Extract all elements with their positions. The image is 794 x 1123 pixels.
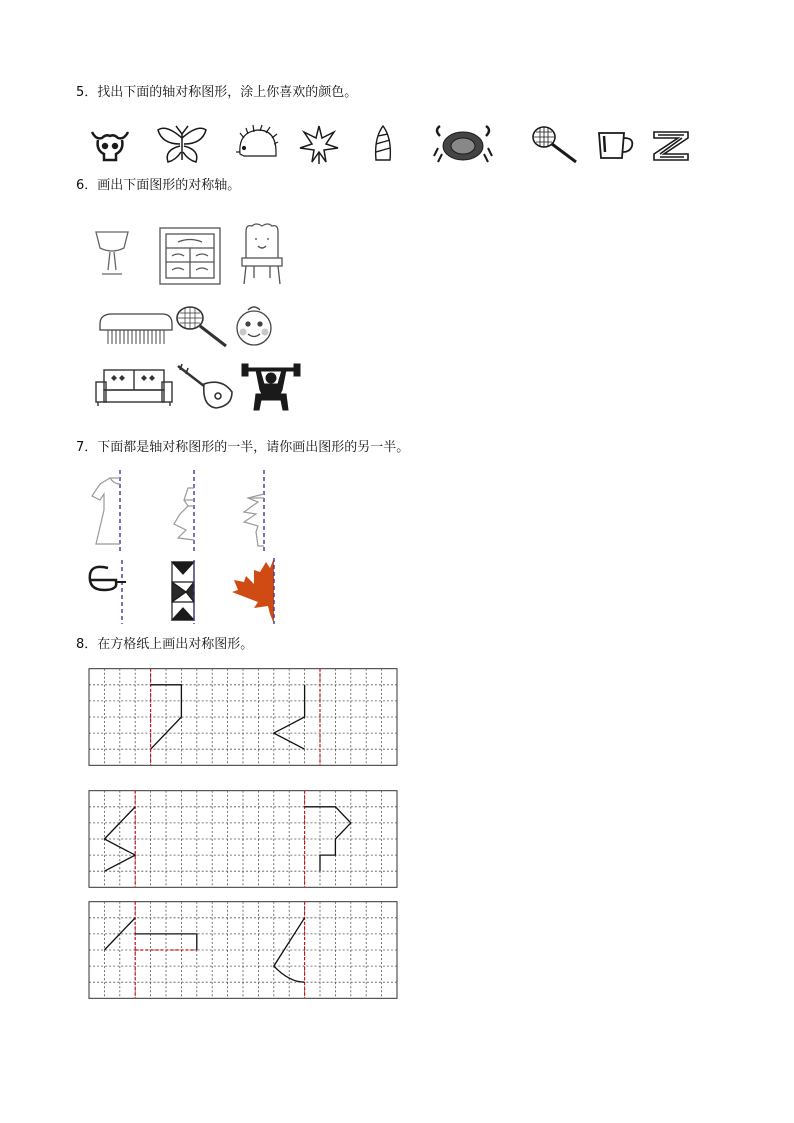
question-7: 7．下面都是轴对称图形的一半，请你画出图形的另一半。 — [76, 440, 410, 455]
weightlifter-icon — [242, 364, 300, 412]
lamp-icon — [92, 226, 132, 282]
tree-half-icon — [228, 470, 268, 552]
maple-half-icon — [232, 558, 276, 624]
sofa-icon — [94, 368, 174, 408]
cabinet-icon — [158, 226, 222, 286]
grid-paper-2 — [89, 790, 397, 888]
chair-icon — [238, 222, 286, 286]
letter-z-icon — [652, 130, 690, 162]
vase-half-icon — [160, 470, 200, 552]
triangles-strip-icon — [168, 560, 198, 624]
question-5: 5．找出下面的轴对称图形，涂上你喜欢的颜色。 — [76, 85, 358, 100]
question-8: 8．在方格纸上画出对称图形。 — [76, 637, 254, 652]
bamboo-shoot-icon — [370, 124, 396, 164]
bull-head-icon — [88, 126, 132, 164]
tennis-racket-icon — [530, 124, 580, 164]
grid-paper-3 — [89, 901, 397, 999]
comb-icon — [98, 310, 174, 346]
grid-paper-1 — [89, 668, 397, 766]
pipa-icon — [176, 362, 236, 410]
hedgehog-icon — [234, 124, 278, 162]
glasses-half-icon — [86, 560, 128, 624]
cup-icon — [596, 130, 636, 162]
racket-icon — [174, 304, 230, 348]
question-6: 6．画出下面图形的对称轴。 — [76, 178, 241, 193]
baby-face-icon — [232, 304, 276, 348]
butterfly-icon — [156, 124, 208, 166]
crab-icon — [434, 124, 492, 166]
maple-leaf-icon — [298, 124, 340, 164]
dress-half-icon — [88, 470, 128, 552]
